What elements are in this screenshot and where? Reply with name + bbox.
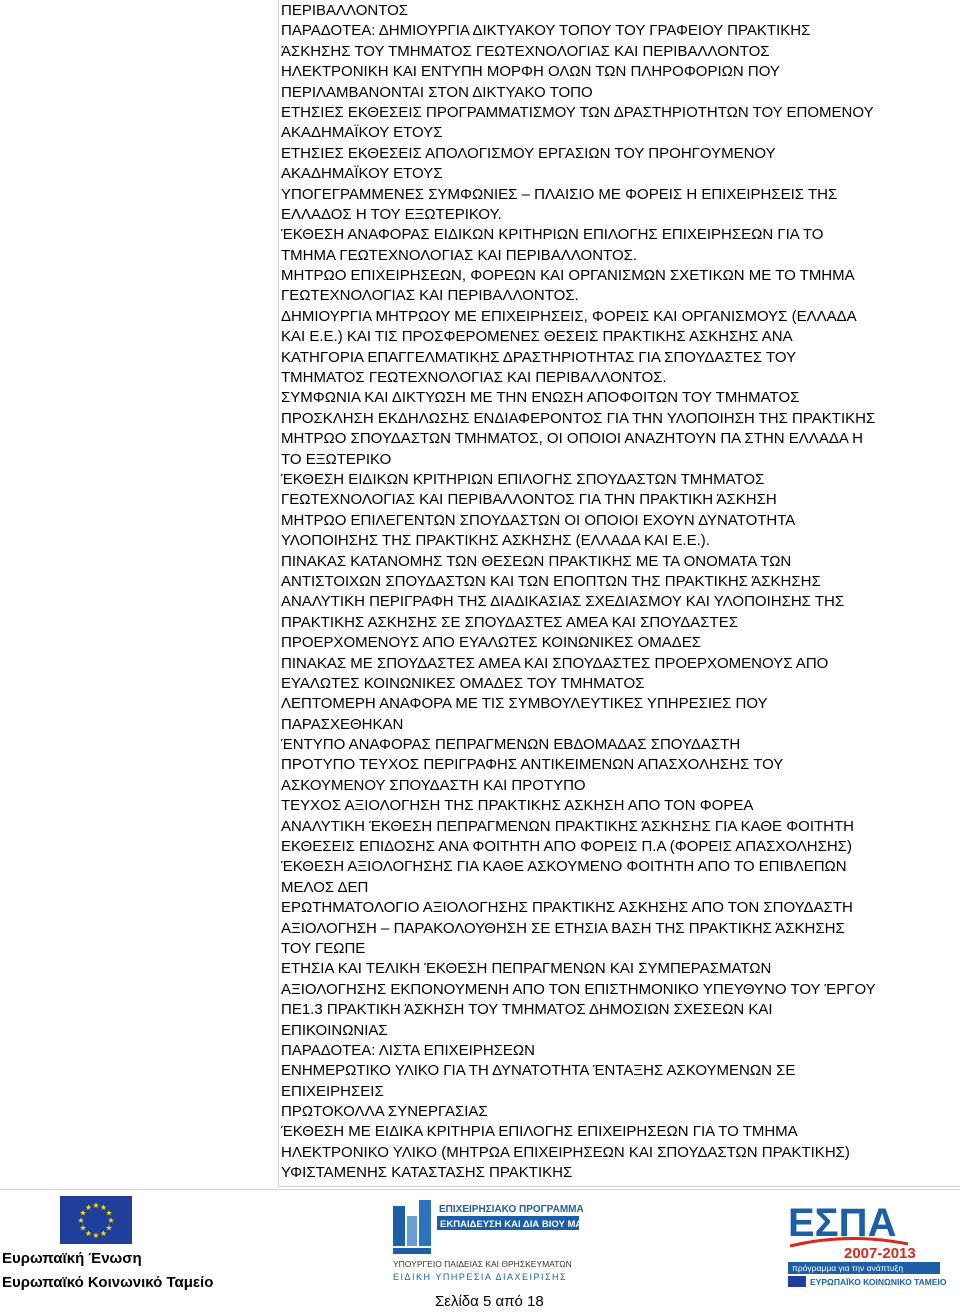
ep-title-2: ΕΚΠΑΙΔΕΥΣΗ ΚΑΙ ΔΙΑ ΒΙΟΥ ΜΑΘΗΣΗ <box>440 1219 593 1230</box>
star-icon: ★ <box>77 1216 85 1225</box>
text-line: ΕΝΗΜΕΡΩΤΙΚΟ ΥΛΙΚΟ ΓΙΑ ΤΗ ΔΥΝΑΤΟΤΗΤΑ ΈΝΤΑΞΗΣ ΑΣΚΟΥΜΕΝΩΝ ΣΕ <box>281 1062 796 1080</box>
text-line: ΤΜΗΜΑΤΟΣ ΓΕΩΤΕΧΝΟΛΟΓΙΑΣ ΚΑΙ ΠΕΡΙΒΑΛΛΟΝΤΟΣ. <box>281 369 667 387</box>
eu-caption-line2: Ευρωπαϊκό Κοινωνικό Ταμείο <box>2 1274 214 1291</box>
eu-flag-logo <box>60 1196 132 1244</box>
star-icon: ★ <box>92 1201 100 1210</box>
text-line: ΤΕΥΧΟΣ ΑΞΙΟΛΟΓΗΣΗ ΤΗΣ ΠΡΑΚΤΙΚΗΣ ΑΣΚΗΣΗ ΑΠΟ ΤΟΝ ΦΟΡΕΑ <box>281 797 754 815</box>
text-line: ΚΑΤΗΓΟΡΙΑ ΕΠΑΓΓΕΛΜΑΤΙΚΗΣ ΔΡΑΣΤΗΡΙΟΤΗΤΑΣ ΓΙΑ ΣΠΟΥΔΑΣΤΕΣ ΤΟΥ <box>281 348 797 366</box>
espa-years: 2007-2013 <box>844 1245 916 1262</box>
text-line: ΑΝΑΛΥΤΙΚΗ ΈΚΘΕΣΗ ΠΕΠΡΑΓΜΕΝΩΝ ΠΡΑΚΤΙΚΗΣ ΆΣΚΗΣΗΣ ΓΙΑ ΚΑΘΕ ΦΟΙΤΗΤΗ <box>281 817 854 835</box>
text-line: ΈΚΘΕΣΗ ΑΞΙΟΛΟΓΗΣΗΣ ΓΙΑ ΚΑΘΕ ΑΣΚΟΥΜΕΝΟ ΦΟΙΤΗΤΗ ΑΠΟ ΤΟ ΕΠΙΒΛΕΠΩΝ <box>281 858 847 876</box>
eu-caption-line1: Ευρωπαϊκή Ένωση <box>2 1250 142 1267</box>
star-icon: ★ <box>105 1208 113 1218</box>
text-line: ΥΦΙΣΤΑΜΕΝΗΣ ΚΑΤΑΣΤΑΣΗΣ ΠΡΑΚΤΙΚΗΣ <box>281 1164 573 1182</box>
star-icon: ★ <box>105 1223 113 1233</box>
deliverables-text <box>281 1 960 1184</box>
text-line: ΛΕΠΤΟΜΕΡΗ ΑΝΑΦΟΡΑ ΜΕ ΤΙΣ ΣΥΜΒΟΥΛΕΥΤΙΚΕΣ ΥΠΗΡΕΣΙΕΣ ΠΟΥ <box>281 695 768 713</box>
text-line: ΕΠΙΧΕΙΡΗΣΕΙΣ <box>281 1082 384 1100</box>
text-line: ΠΕ1.3 ΠΡΑΚΤΙΚΗ ΆΣΚΗΣΗ ΤΟΥ ΤΜΗΜΑΤΟΣ ΔΗΜΟΣΙΩΝ ΣΧΕΣΕΩΝ ΚΑΙ <box>281 1001 773 1019</box>
text-line: ΕΤΗΣΙΕΣ ΕΚΘΕΣΕΙΣ ΠΡΟΓΡΑΜΜΑΤΙΣΜΟΥ ΤΩΝ ΔΡΑΣΤΗΡΙΟΤΗΤΩΝ ΤΟΥ ΕΠΟΜΕΝΟΥ <box>281 103 874 121</box>
text-line: ΕΤΗΣΙΕΣ ΕΚΘΕΣΕΙΣ ΑΠΟΛΟΓΙΣΜΟΥ ΕΡΓΑΣΙΩΝ ΤΟΥ ΠΡΟΗΓΟΥΜΕΝΟΥ <box>281 144 776 162</box>
text-line: ΠΡΟΣΚΛΗΣΗ ΕΚΔΗΛΩΣΗΣ ΕΝΔΙΑΦΕΡΟΝΤΟΣ ΓΙΑ ΤΗΝ ΥΛΟΠΟΙΗΣΗ ΤΗΣ ΠΡΑΚΤΙΚΗΣ <box>281 409 876 427</box>
text-line: ΕΥΑΛΩΤΕΣ ΚΟΙΝΩΝΙΚΕΣ ΟΜΑΔΕΣ ΤΟΥ ΤΜΗΜΑΤΟΣ <box>281 674 645 692</box>
eu-caption <box>2 1247 213 1295</box>
text-line: ΑΝΑΛΥΤΙΚΗ ΠΕΡΙΓΡΑΦΗ ΤΗΣ ΔΙΑΔΙΚΑΣΙΑΣ ΣΧΕΔΙΑΣΜΟΥ ΚΑΙ ΥΛΟΠΟΙΗΣΗΣ ΤΗΣ <box>281 593 845 611</box>
text-line: ΗΛΕΚΤΡΟΝΙΚΗ ΚΑΙ ΕΝΤΥΠΗ ΜΟΡΦΗ ΟΛΩΝ ΤΩΝ ΠΛΗΡΟΦΟΡΙΩΝ ΠΟΥ <box>281 63 780 81</box>
text-line: ΓΕΩΤΕΧΝΟΛΟΓΙΑΣ ΚΑΙ ΠΕΡΙΒΑΛΛΟΝΤΟΣ. <box>281 287 579 305</box>
text-line: ΑΝΤΙΣΤΟΙΧΩΝ ΣΠΟΥΔΑΣΤΩΝ ΚΑΙ ΤΩΝ ΕΠΟΠΤΩΝ ΤΗΣ ΠΡΑΚΤΙΚΗΣ ΆΣΚΗΣΗΣ <box>281 572 821 590</box>
espa-logo <box>788 1196 960 1288</box>
text-line: ΥΠΟΓΕΓΡΑΜΜΕΝΕΣ ΣΥΜΦΩΝΙΕΣ – ΠΛΑΙΣΙΟ ΜΕ ΦΟΡΕΙΣ Η ΕΠΙΧΕΙΡΗΣΕΙΣ ΤΗΣ <box>281 185 838 203</box>
star-icon: ★ <box>79 1208 87 1218</box>
page-number: Σελίδα 5 από 18 <box>435 1293 544 1310</box>
star-icon: ★ <box>84 1228 93 1238</box>
star-icon: ★ <box>107 1216 115 1225</box>
footer-divider <box>0 1189 960 1190</box>
text-line: ΜΕΛΟΣ ΔΕΠ <box>281 878 369 896</box>
star-icon: ★ <box>84 1203 93 1213</box>
education-programme-logo <box>393 1196 593 1286</box>
text-line: ΕΚΘΕΣΕΙΣ ΕΠΙΔΟΣΗΣ ΑΝΑ ΦΟΙΤΗΤΗ ΑΠΟ ΦΟΡΕΙΣ Π.Α (ΦΟΡΕΙΣ ΑΠΑΣΧΟΛΗΣΗΣ) <box>281 838 852 856</box>
text-line: ΈΚΘΕΣΗ ΑΝΑΦΟΡΑΣ ΕΙΔΙΚΩΝ ΚΡΙΤΗΡΙΩΝ ΕΠΙΛΟΓΗΣ ΕΠΙΧΕΙΡΗΣΕΩΝ ΓΙΑ ΤΟ <box>281 226 824 244</box>
text-line: ΗΛΕΚΤΡΟΝΙΚΟ ΥΛΙΚΟ (ΜΗΤΡΩΑ ΕΠΙΧΕΙΡΗΣΕΩΝ ΚΑΙ ΣΠΟΥΔΑΣΤΩΝ ΠΡΑΚΤΙΚΗΣ) <box>281 1143 850 1161</box>
text-line: ΈΚΘΕΣΗ ΕΙΔΙΚΩΝ ΚΡΙΤΗΡΙΩΝ ΕΠΙΛΟΓΗΣ ΣΠΟΥΔΑΣΤΩΝ ΤΜΗΜΑΤΟΣ <box>281 470 765 488</box>
text-line: ΠΡΩΤΟΚΟΛΛΑ ΣΥΝΕΡΓΑΣΙΑΣ <box>281 1103 488 1121</box>
text-line: ΕΤΗΣΙΑ ΚΑΙ ΤΕΛΙΚΗ ΈΚΘΕΣΗ ΠΕΠΡΑΓΜΕΝΩΝ ΚΑΙ ΣΥΜΠΕΡΑΣΜΑΤΩΝ <box>281 960 772 978</box>
espa-tagline: πρόγραμμα για την ανάπτυξη <box>792 1263 904 1273</box>
ep-ministry: ΥΠΟΥΡΓΕΙΟ ΠΑΙΔΕΙΑΣ ΚΑΙ ΘΡΗΣΚΕΥΜΑΤΩΝ <box>393 1259 572 1269</box>
text-line: ΥΛΟΠΟΙΗΣΗΣ ΤΗΣ ΠΡΑΚΤΙΚΗΣ ΑΣΚΗΣΗΣ (ΕΛΛΑΔΑ ΚΑΙ Ε.Ε.). <box>281 532 710 550</box>
text-line: ΓΕΩΤΕΧΝΟΛΟΓΙΑΣ ΚΑΙ ΠΕΡΙΒΑΛΛΟΝΤΟΣ ΓΙΑ ΤΗΝ ΠΡΑΚΤΙΚΗ ΆΣΚΗΣΗ <box>281 491 777 509</box>
text-line: ΈΝΤΥΠΟ ΑΝΑΦΟΡΑΣ ΠΕΠΡΑΓΜΕΝΩΝ ΕΒΔΟΜΑΔΑΣ ΣΠΟΥΔΑΣΤΗ <box>281 736 741 754</box>
star-icon: ★ <box>99 1203 108 1213</box>
text-line: ΣΥΜΦΩΝΙΑ ΚΑΙ ΔΙΚΤΥΩΣΗ ΜΕ ΤΗΝ ΕΝΩΣΗ ΑΠΟΦΟΙΤΩΝ ΤΟΥ ΤΜΗΜΑΤΟΣ <box>281 389 800 407</box>
text-line: ΠΙΝΑΚΑΣ ΜΕ ΣΠΟΥΔΑΣΤΕΣ ΑΜΕΑ ΚΑΙ ΣΠΟΥΔΑΣΤΕΣ ΠΡΟΕΡΧΟΜΕΝΟΥΣ ΑΠΟ <box>281 654 829 672</box>
text-line: ΚΑΙ Ε.Ε.) ΚΑΙ ΤΙΣ ΠΡΟΣΦΕΡΟΜΕΝΕΣ ΘΕΣΕΙΣ ΠΡΑΚΤΙΚΗΣ ΑΣΚΗΣΗΣ ΑΝΑ <box>281 328 793 346</box>
text-line: ΜΗΤΡΩΟ ΣΠΟΥΔΑΣΤΩΝ ΤΜΗΜΑΤΟΣ, ΟΙ ΟΠΟΙΟΙ ΑΝΑΖΗΤΟΥΝ ΠΑ ΣΤΗΝ ΕΛΛΑΔΑ Η <box>281 430 864 448</box>
star-icon: ★ <box>99 1228 108 1238</box>
text-line: ΤΟΥ ΓΕΩΠΕ <box>281 939 366 957</box>
espa-fund: ΕΥΡΩΠΑΪΚΟ ΚΟΙΝΩΝΙΚΟ ΤΑΜΕΙΟ <box>810 1277 947 1287</box>
text-line: ΠΡΟΕΡΧΟΜΕΝΟΥΣ ΑΠΟ ΕΥΑΛΩΤΕΣ ΚΟΙΝΩΝΙΚΕΣ ΟΜΑΔΕΣ <box>281 634 702 652</box>
text-line: ΜΗΤΡΩΟ ΕΠΙΧΕΙΡΗΣΕΩΝ, ΦΟΡΕΩΝ ΚΑΙ ΟΡΓΑΝΙΣΜΩΝ ΣΧΕΤΙΚΩΝ ΜΕ ΤΟ ΤΜΗΜΑ <box>281 267 855 285</box>
text-line: ΆΣΚΗΣΗΣ ΤΟΥ ΤΜΗΜΑΤΟΣ ΓΕΩΤΕΧΝΟΛΟΓΙΑΣ ΚΑΙ ΠΕΡΙΒΑΛΛΟΝΤΟΣ <box>281 42 770 60</box>
text-line: ΠΙΝΑΚΑΣ ΚΑΤΑΝΟΜΗΣ ΤΩΝ ΘΕΣΕΩΝ ΠΡΑΚΤΙΚΗΣ ΜΕ ΤΑ ΟΝΟΜΑΤΑ ΤΩΝ <box>281 552 792 570</box>
ep-unit: ΕΙΔΙΚΗ ΥΠΗΡΕΣΙΑ ΔΙΑΧΕΙΡΙΣΗΣ <box>393 1272 568 1282</box>
text-line: ΑΞΙΟΛΟΓΗΣΗ – ΠΑΡΑΚΟΛΟΥΘΗΣΗ ΣΕ ΕΤΗΣΙΑ ΒΑΣΗ ΤΗΣ ΠΡΑΚΤΙΚΗΣ ΆΣΚΗΣΗΣ <box>281 919 845 937</box>
text-line: ΠΑΡΑΔΟΤΕΑ: ΛΙΣΤΑ ΕΠΙΧΕΙΡΗΣΕΩΝ <box>281 1041 535 1059</box>
text-line: ΔΗΜΙΟΥΡΓΙΑ ΜΗΤΡΩΟΥ ΜΕ ΕΠΙΧΕΙΡΗΣΕΙΣ, ΦΟΡΕΙΣ ΚΑΙ ΟΡΓΑΝΙΣΜΟΥΣ (ΕΛΛΑΔΑ <box>281 307 857 325</box>
text-line: ΤΜΗΜΑ ΓΕΩΤΕΧΝΟΛΟΓΙΑΣ ΚΑΙ ΠΕΡΙΒΑΛΛΟΝΤΟΣ. <box>281 246 638 264</box>
star-icon: ★ <box>92 1231 100 1240</box>
text-line: ΠΕΡΙΛΑΜΒΑΝΟΝΤΑΙ ΣΤΟΝ ΔΙΚΤΥΑΚΟ ΤΟΠΟ <box>281 83 593 101</box>
text-line: ΈΚΘΕΣΗ ΜΕ ΕΙΔΙΚΑ ΚΡΙΤΗΡΙΑ ΕΠΙΛΟΓΗΣ ΕΠΙΧΕΙΡΗΣΕΩΝ ΓΙΑ ΤΟ ΤΜΗΜΑ <box>281 1123 798 1141</box>
text-line: ΜΗΤΡΩΟ ΕΠΙΛΕΓΕΝΤΩΝ ΣΠΟΥΔΑΣΤΩΝ ΟΙ ΟΠΟΙΟΙ ΕΧΟΥΝ ΔΥΝΑΤΟΤΗΤΑ <box>281 511 796 529</box>
text-line: ΠΕΡΙΒΑΛΛΟΝΤΟΣ <box>281 2 409 19</box>
text-line: ΕΡΩΤΗΜΑΤΟΛΟΓΙΟ ΑΞΙΟΛΟΓΗΣΗΣ ΠΡΑΚΤΙΚΗΣ ΑΣΚΗΣΗΣ ΑΠΟ ΤΟΝ ΣΠΟΥΔΑΣΤΗ <box>281 899 853 917</box>
text-line: ΑΚΑΔΗΜΑΪΚΟΥ ΕΤΟΥΣ <box>281 124 443 142</box>
ep-title-1: ΕΠΙΧΕΙΡΗΣΙΑΚΟ ΠΡΟΓΡΑΜΜΑ <box>439 1204 584 1215</box>
text-line: ΑΣΚΟΥΜΕΝΟΥ ΣΠΟΥΔΑΣΤΗ ΚΑΙ ΠΡΟΤΥΠΟ <box>281 776 586 794</box>
text-line: ΠΑΡΑΣΧΕΘΗΚΑΝ <box>281 715 404 733</box>
text-line: ΕΠΙΚΟΙΝΩΝΙΑΣ <box>281 1021 388 1039</box>
text-line: ΑΞΙΟΛΟΓΗΣΗΣ ΕΚΠΟΝΟΥΜΕΝΗ ΑΠΟ ΤΟΝ ΕΠΙΣΤΗΜΟΝΙΚΟ ΥΠΕΥΘΥΝΟ ΤΟΥ ΈΡΓΟΥ <box>281 980 876 998</box>
text-line: ΠΡΟΤΥΠΟ ΤΕΥΧΟΣ ΠΕΡΙΓΡΑΦΗΣ ΑΝΤΙΚΕΙΜΕΝΩΝ ΑΠΑΣΧΟΛΗΣΗΣ ΤΟΥ <box>281 756 784 774</box>
star-icon: ★ <box>79 1223 87 1233</box>
text-line: ΕΛΛΑΔΟΣ Η ΤΟΥ ΕΞΩΤΕΡΙΚΟΥ. <box>281 205 502 223</box>
text-line: ΠΑΡΑΔΟΤΕΑ: ΔΗΜΙΟΥΡΓΙΑ ΔΙΚΤΥΑΚΟΥ ΤΟΠΟΥ ΤΟΥ ΓΡΑΦΕΙΟΥ ΠΡΑΚΤΙΚΗΣ <box>281 22 811 40</box>
espa-name: ΕΣΠΑ <box>788 1201 897 1245</box>
text-line: ΤΟ ΕΞΩΤΕΡΙΚΟ <box>281 450 392 468</box>
text-line: ΠΡΑΚΤΙΚΗΣ ΑΣΚΗΣΗΣ ΣΕ ΣΠΟΥΔΑΣΤΕΣ ΑΜΕΑ ΚΑΙ ΣΠΟΥΔΑΣΤΕΣ <box>281 613 738 631</box>
text-line: ΑΚΑΔΗΜΑΪΚΟΥ ΕΤΟΥΣ <box>281 165 443 183</box>
